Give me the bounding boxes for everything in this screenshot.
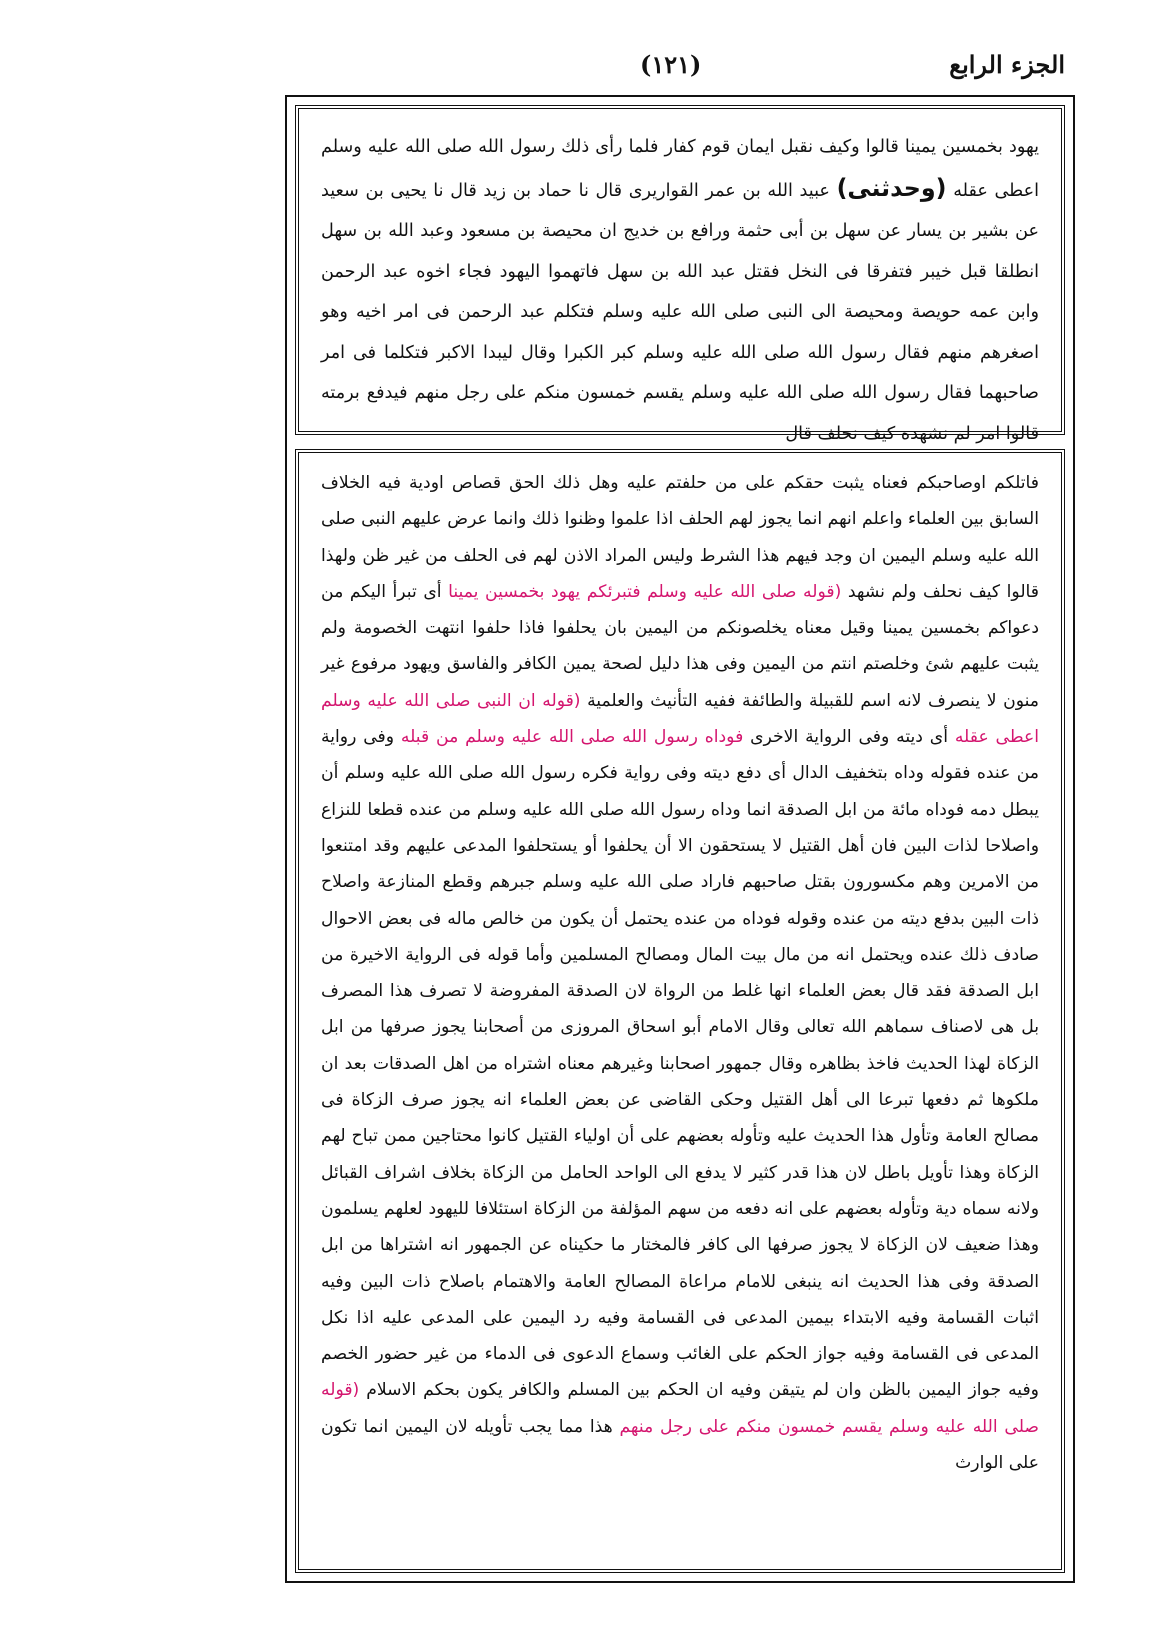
commentary-segment-3: أى ديته وفى الرواية الاخرى <box>743 727 955 748</box>
commentary-segment-5: هذا مما يجب تأويله لان اليمين انما تكون على الوارث <box>321 1416 1039 1474</box>
commentary-quote-2: (قوله ان النبى صلى الله عليه وسلم اعطى عقله <box>321 690 1039 748</box>
commentary-quote-1: (قوله صلى الله عليه وسلم فتبرئكم يهود بخمسين يمينا <box>448 581 842 602</box>
commentary-quote-4: (قوله صلى الله عليه وسلم يقسم خمسون منكم على رجل منهم <box>321 1380 1039 1437</box>
page-frame <box>285 95 1075 1583</box>
commentary-segment-1: فاتلكم اوصاحبكم فعناه يثبت حقكم على من حلفتم عليه وهل ذلك الحق قصاص اودية فيه الخلاف السابق بين العلماء واعلم انهم انما يجوز لهم الحلف اذا علموا وظنوا ذلك وانما عرض عليهم النبى صلى الله عليه وسلم اليمين ان وجد فيهم هذا الشرط وليس المراد الاذن لهم فى الحلف من غير ظن ولهذا قالوا كيف نحلف ولم نشهد <box>321 473 1040 602</box>
part-title: الجزء الرابع <box>949 50 1065 79</box>
page-header <box>285 50 1075 92</box>
page-number: (١٢١) <box>640 50 702 79</box>
hadith-text <box>299 109 1061 454</box>
hadith-heading-wahaddathani: (وحدثنى) <box>836 173 947 202</box>
commentary-text <box>299 453 1061 1481</box>
commentary-segment-4: وفى رواية من عنده فقوله وداه بتخفيف الدال أى دفع ديته وفى رواية فكره رسول الله صلى الله عليه وسلم أن يبطل دمه فوداه مائة من ابل الصدقة انما وداه رسول الله صلى الله عليه وسلم من عنده قطعا للنزاع واصلاحا لذات البين فان أهل القتيل لا يستحقون الا أن يحلفوا أو يستحلفوا المدعى عليهم وقد امتنعوا من الامرين وهم مكسورون بقتل صاحبهم فاراد صلى الله عليه وسلم جبرهم وقطع المنازعة واصلاح ذات البين بدفع ديته من عنده وقوله فوداه من عنده يحتمل أن يكون من خالص ماله فى بعض الاحوال صادف ذلك عنده ويحتمل انه من مال بيت المال ومصالح المسلمين وأما قوله فى الرواية الاخيرة من ابل الصدقة فقد قال بعض العلماء انها غلط من الرواة لان الصدقة المفروضة لا تصرف هذا المصرف بل هى لاصناف سماهم الله تعالى وقال الامام أبو اسحاق المروزى من أصحابنا يجوز صرفها من ابل الزكاة لهذا الحديث فاخذ بظاهره وقال جمهور اصحابنا وغيرهم معناه اشتراه من اهل الصدقات بعد ان ملكوها ثم دفعها تبرعا الى أهل القتيل وحكى القاضى عن بعض العلماء انه يجوز صرف الزكاة فى مصالح العامة وتأول هذا الحديث عليه وتأوله بعضهم على أن اولياء القتيل كانوا محتاجين ممن تباح لهم الزكاة وهذا تأويل باطل لان هذا قدر كثير لا يدفع الى الواحد الحامل من الزكاة بخلاف اشراف القبائل ولانه سماه دية وتأوله بعضهم على انه دفعه من سهم المؤلفة من الزكاة استئلافا لليهود لعلهم يسلمون وهذا ضعيف لان الزكاة لا يجوز صرفها الى كافر فالمختار ما حكيناه عن الجمهور انه اشتراها من ابل الصدقة وفى هذا الحديث انه ينبغى للامام مراعاة المصالح العامة والاهتمام باصلاح ذات البين وفيه اثبات القسامة وفيه الابتداء بيمين المدعى فى القسامة وفيه رد اليمين على المدعى عليه اذا نكل المدعى فى القسامة وفيه جواز الحكم على الغائب وسماع الدعوى فى الدماء من غير حضور الخصم وفيه جواز اليمين بالظن وان لم يتيقن وفيه ان الحكم بين المسلم والكافر يكون بحكم الاسلام <box>321 727 1039 1401</box>
hadith-segment-2: عبيد الله بن عمر القواريرى قال نا حماد بن زيد قال نا يحيى بن سعيد عن بشير بن يسار عن سهل بن أبى حثمة ورافع بن خديج ان محيصة بن مسعود وعبد الله بن سهل انطلقا قبل خيبر فتفرقا فى النخل فقتل عبد الله بن سهل فاتهموا اليهود فجاء اخوه عبد الرحمن وابن عمه حويصة ومحيصة الى النبى صلى الله عليه وسلم فتكلم عبد الرحمن فى امر اخيه وهو اصغرهم منهم فقال رسول الله صلى الله عليه وسلم كبر الكبرا وقال ليبدا الاكبر فتكلما فى امر صاحبهما فقال رسول الله صلى الله عليه وسلم يقسم خمسون منكم على رجل منهم فيدفع برمته قالوا امر لم نشهده كيف نحلف قال <box>321 180 1039 444</box>
hadith-segment-1: يهود بخمسين يمينا قالوا وكيف نقبل ايمان قوم كفار فلما رأى ذلك رسول الله صلى الله عليه وسلم اعطى عقله <box>321 137 1039 201</box>
commentary-quote-3: فوداه رسول الله صلى الله عليه وسلم من قبله <box>400 727 744 748</box>
commentary-segment-2: أى تبرأ اليكم من دعواكم بخمسين يمينا وقيل معناه يخلصونكم من اليمين بان يحلفوا فاذا حلفوا انتهت الخصومة ولم يثبت عليهم شئ وخلصتم انتم من اليمين وفى هذا دليل لصحة يمين الكافر والفاسق ويهود مرفوع غير منون لا ينصرف لانه اسم للقبيلة والطائفة ففيه التأنيث والعلمية <box>321 581 1039 711</box>
commentary-text-box <box>295 449 1065 1573</box>
hadith-text-box <box>295 105 1065 444</box>
